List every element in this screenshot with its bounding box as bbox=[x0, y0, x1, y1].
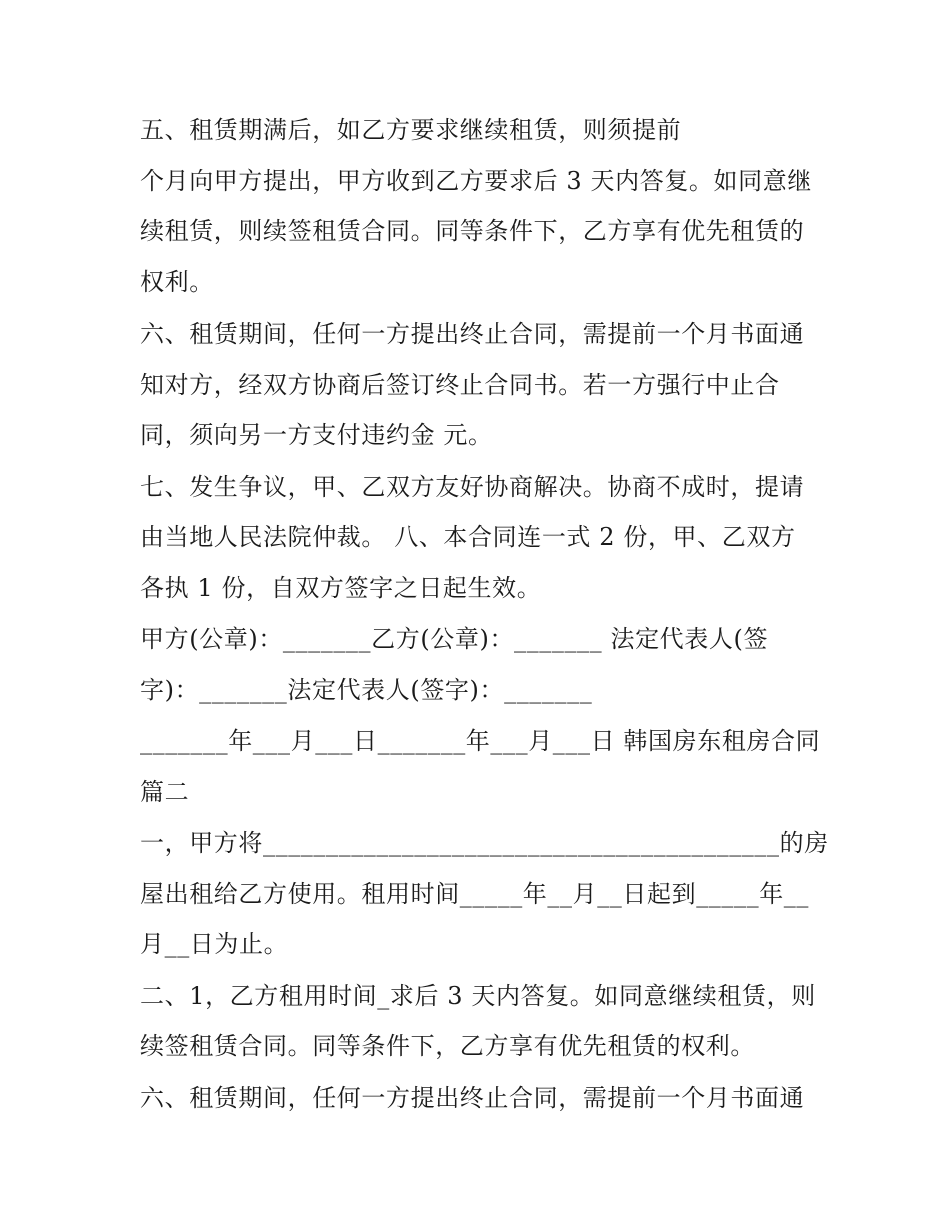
text-line: 由当地人民法院仲裁。 八、本合同连一式 2 份，甲、乙双方 bbox=[140, 523, 796, 551]
text-line: 六、租赁期间，任何一方提出终止合同，需提前一个月书面通 bbox=[140, 320, 805, 348]
signature-line: 甲方(公章)：_______乙方(公章)：_______ 法定代表人(签 bbox=[140, 625, 769, 653]
text-line: 权利。 bbox=[140, 268, 214, 296]
text-line: 续签租赁合同。同等条件下，乙方享有优先租赁的权利。 bbox=[140, 1032, 755, 1060]
text-line: 七、发生争议，甲、乙双方友好协商解决。协商不成时，提请 bbox=[140, 473, 805, 501]
signature-line: 字)：_______法定代表人(签字)：_______ bbox=[140, 676, 593, 704]
text-line: 五、租赁期满后，如乙方要求继续租赁，则须提前 bbox=[140, 116, 682, 144]
text-line: 知对方，经双方协商后签订终止合同书。若一方强行中止合 bbox=[140, 371, 780, 399]
section-heading: 篇二 bbox=[140, 778, 190, 806]
text-line: 屋出租给乙方使用。租用时间_____年__月__日起到_____年__ bbox=[140, 880, 809, 908]
text-line: 月__日为止。 bbox=[140, 930, 289, 958]
text-line: 六、租赁期间，任何一方提出终止合同，需提前一个月书面通 bbox=[140, 1084, 805, 1112]
text-line: 二、1，乙方租用时间_求后 3 天内答复。如同意继续租赁，则 bbox=[140, 982, 816, 1010]
date-line: _______年___月___日_______年___月___日 韩国房东租房合同 bbox=[140, 727, 821, 755]
text-line: 个月向甲方提出，甲方收到乙方要求后 3 天内答复。如同意继 bbox=[140, 167, 812, 195]
text-line: 各执 1 份，自双方签字之日起生效。 bbox=[140, 574, 542, 602]
text-line: 同，须向另一方支付违约金 元。 bbox=[140, 421, 493, 449]
text-line: 续租赁，则续签租赁合同。同等条件下，乙方享有优先租赁的 bbox=[140, 217, 805, 245]
text-line: 一，甲方将_________________________________________的房 bbox=[140, 829, 829, 857]
